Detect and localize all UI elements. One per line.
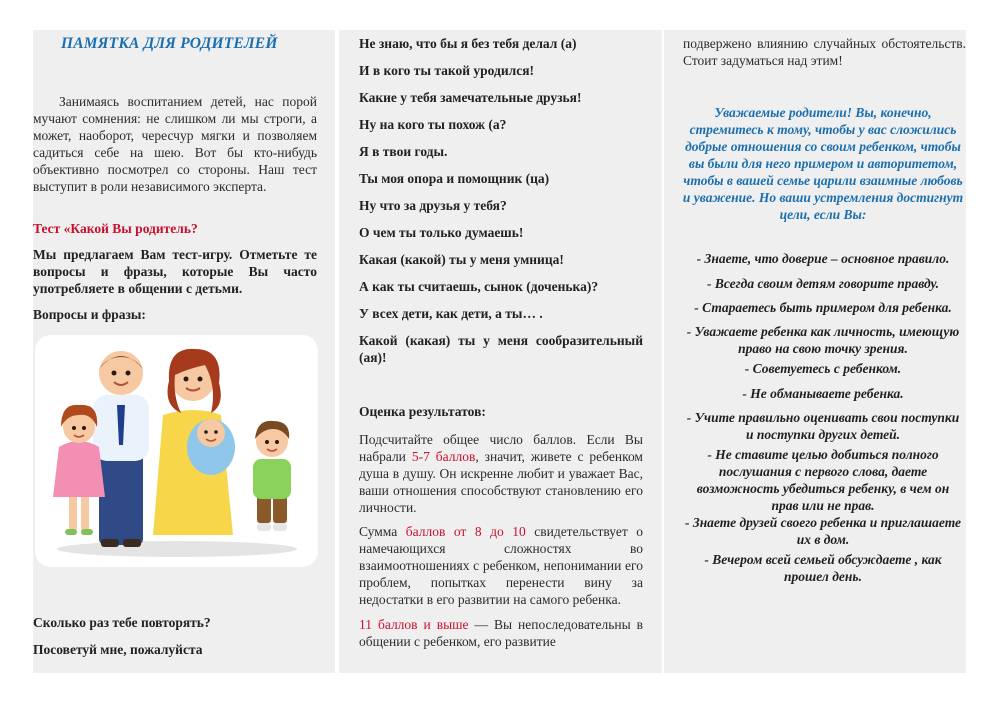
phrase-item: Ты моя опора и помощник (ца) [359, 171, 550, 186]
test-instructions: Мы предлагаем Вам тест-игру. Отметьте те вопросы и фразы, которые Вы часто употребляете в общении с детьми. [33, 247, 317, 296]
tip-item: - Всегда своим детям говорите правду. [706, 276, 940, 291]
phrase-item: Ну что за друзья у тебя? [359, 198, 507, 213]
baby-figure [187, 419, 235, 475]
boy-figure [253, 421, 291, 531]
questions-label: Вопросы и фразы: [33, 307, 146, 322]
tip-item: - Стараетесь быть примером для ребенка. [694, 300, 952, 315]
results-paragraph-1: Подсчитайте общее число баллов. Если Вы набрали 5-7 баллов, значит, живете с ребенком душа в душу. Он искренне любит и уважает Вас, ваши отношения способствуют становлению его личности. [359, 432, 643, 515]
phrase-item: У всех дети, как дети, а ты… . [359, 306, 543, 321]
tip-item: - Знаете, что доверие – основное правило. [696, 251, 950, 266]
intro-paragraph: Занимаясь воспитанием детей, нас порой мучают сомнения: не слишком ли мы строги, а может, наоборот, чересчур мягки и позволяем садиться себе на шею. Вот бы кто-нибудь объективно посмотрел со стороны. Наш тест выступит в роли независимого эксперта. [33, 94, 317, 194]
phrase-item: Не знаю, что бы я без тебя делал (а) [359, 36, 577, 51]
tip-item: - Советуетесь с ребенком. [744, 361, 902, 376]
column-middle [339, 30, 662, 673]
page-title: ПАМЯТКА ДЛЯ РОДИТЕЛЕЙ [61, 35, 278, 52]
results-paragraph-2: Сумма баллов от 8 до 10 свидетельствует о намечающихся сложностях во взаимоотношениях с ребенком, непонимании его проблем, попытках перенести вину за недостатки в его развитии на самого ребенка. [359, 524, 643, 607]
tip-item: - Уважаете ребенка как личность, имеющую право на свою точку зрения. [686, 324, 960, 356]
parents-appeal: Уважаемые родители! Вы, конечно, стремитесь к тому, чтобы у вас сложились добрые отношения со своим ребенком, чтобы вы были для него примером и авторитетом, чтобы в вашей семье царили взаимные любовь и уважение. Но ваши устремления достигнут цели, если Вы: [682, 105, 964, 222]
phrase-item: Какой (какая) ты у меня сообразительный (ая)! [359, 333, 643, 365]
tip-item: - Не ставите целью добиться полного послушания с первого слова, даете возможность убедиться ребенку, в чем он прав или не прав. [696, 447, 950, 513]
results-continuation: подвержено влиянию случайных обстоятельств. Стоит задуматься над этим! [683, 36, 966, 68]
phrase-item: Какая (какой) ты у меня умница! [359, 252, 564, 267]
results-title: Оценка результатов: [359, 404, 486, 419]
phrase-item: О чем ты только думаешь! [359, 225, 524, 240]
family-illustration [35, 335, 318, 567]
phrase-item: Какие у тебя замечательные друзья! [359, 90, 582, 105]
father-figure [93, 351, 149, 547]
phrase-item: А как ты считаешь, сынок (доченька)? [359, 279, 599, 294]
phrase-advise: Посоветуй мне, пожалуйста [33, 642, 203, 657]
column-right [664, 30, 966, 673]
phrase-item: Я в твои годы. [359, 144, 448, 159]
tip-item: - Вечером всей семьей обсуждаете , как прошел день. [704, 552, 942, 584]
test-title: Тест «Какой Вы родитель? [33, 221, 198, 236]
phrase-item: Ну на кого ты похож (а? [359, 117, 507, 132]
tip-item: - Знаете друзей своего ребенка и приглашаете их в дом. [684, 515, 962, 547]
tip-item: - Не обманываете ребенка. [742, 386, 904, 401]
column-left [33, 30, 335, 673]
phrase-item: И в кого ты такой уродился! [359, 63, 534, 78]
tip-item: - Учите правильно оценивать свои поступки и поступки других детей. [686, 410, 960, 442]
phrase-repeat: Сколько раз тебе повторять? [33, 615, 211, 630]
results-paragraph-3: 11 баллов и выше — Вы непоследовательны в общении с ребенком, его развитие [359, 617, 643, 649]
